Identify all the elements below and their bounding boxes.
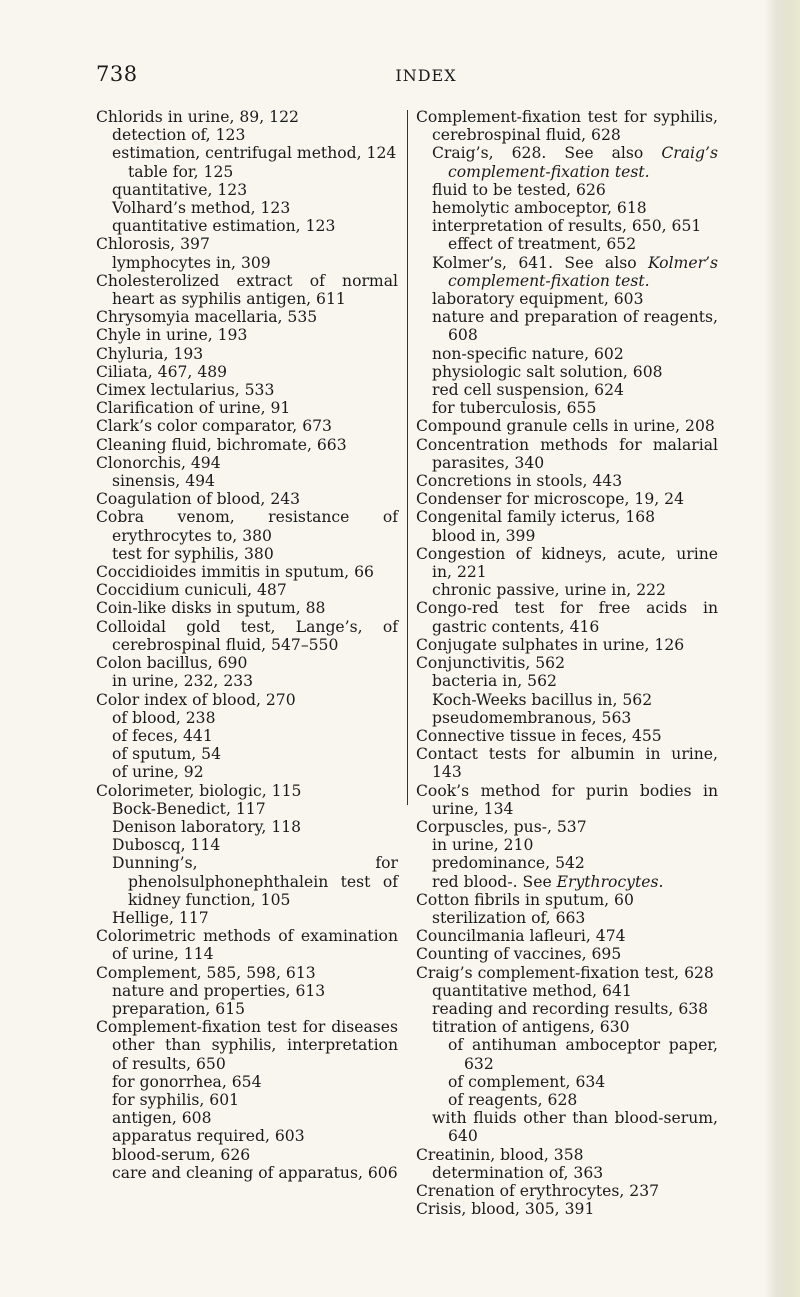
index-entry-text: Dunning’s, for phenolsulphonephthalein test of kidney function, 105 (112, 854, 398, 909)
index-entry-text: Coin-like disks in sputum, 88 (96, 599, 326, 618)
index-entry (416, 964, 718, 982)
index-entry-text: physiologic salt solution, 608 (432, 362, 663, 381)
index-entry (416, 727, 718, 745)
index-entry-text: Concentration methods for malarial parasites, 340 (416, 435, 718, 472)
index-entry (416, 654, 718, 672)
index-subentry (96, 1127, 398, 1145)
index-subentry (96, 909, 398, 927)
index-entry-text: Compound granule cells in urine, 208 (416, 417, 715, 436)
index-subentry (416, 381, 718, 399)
index-entry (416, 945, 718, 963)
index-entry-text: Counting of vaccines, 695 (416, 945, 622, 964)
index-subentry (96, 727, 398, 745)
cross-reference: Erythrocytes. (556, 872, 664, 891)
index-subentry (416, 581, 718, 599)
index-subentry (96, 1109, 398, 1127)
page-edge-shadow (764, 0, 800, 1297)
index-subentry (416, 399, 718, 417)
index-entry-text: chronic passive, urine in, 222 (432, 581, 666, 600)
index-entry-text: nature and preparation of reagents, 608 (432, 308, 718, 345)
index-entry (416, 891, 718, 909)
index-entry-text: Congestion of kidneys, acute, urine in, 221 (416, 544, 718, 582)
index-entry-text: titration of antigens, 630 (432, 1018, 630, 1037)
index-entry (96, 363, 398, 381)
index-entry-text: Congo-red test for free acids in gastric contents, 416 (416, 599, 718, 636)
index-entry-text: Chlorids in urine, 89, 122 (96, 108, 299, 126)
index-column-right (416, 108, 718, 1218)
index-subentry (416, 199, 718, 217)
index-entry-text: Bock-Benedict, 117 (112, 799, 266, 818)
index-entry-text: Clark’s color comparator, 673 (96, 417, 332, 436)
index-entry-text: in urine, 210 (432, 836, 534, 855)
index-subentry (416, 363, 718, 381)
index-subentry (416, 672, 718, 690)
index-entry-text: Volhard’s method, 123 (112, 199, 291, 218)
index-entry-text: quantitative, 123 (112, 180, 248, 199)
index-entry-text: blood-serum, 626 (112, 1145, 251, 1164)
index-entry-text: interpretation of results, 650, 651 (432, 217, 702, 236)
index-entry-text: of reagents, 628 (448, 1090, 578, 1109)
index-subentry (416, 982, 718, 1000)
index-subentry (416, 144, 718, 180)
index-entry-text: preparation, 615 (112, 999, 246, 1018)
index-entry-text: fluid to be tested, 626 (432, 180, 606, 199)
index-entry-text: Complement-fixation test for diseases other than syphilis, interpretation of results, 650 (96, 1018, 398, 1073)
index-entry-text: apparatus required, 603 (112, 1127, 305, 1146)
index-entry (96, 345, 398, 363)
index-subentry (96, 745, 398, 763)
index-entry-text: Clonorchis, 494 (96, 453, 221, 472)
index-subentry (96, 545, 398, 563)
index-entry-text: Kolmer’s, 641. See also (432, 253, 648, 272)
index-entry (96, 235, 398, 253)
index-entry (416, 636, 718, 654)
index-entry-text: Crisis, blood, 305, 391 (416, 1200, 595, 1219)
index-entry-text: lymphocytes in, 309 (112, 253, 271, 272)
index-entry-text: for gonorrhea, 654 (112, 1072, 262, 1091)
index-subentry (416, 1091, 718, 1109)
index-entry (416, 417, 718, 435)
index-subentry (96, 800, 398, 818)
index-entry-text: sterilization of, 663 (432, 908, 586, 927)
index-entry-text: Cleaning fluid, bichromate, 663 (96, 435, 347, 454)
index-entry-text: Color index of blood, 270 (96, 690, 296, 709)
cross-reference: Kolmer’s complement-fixation test. (448, 253, 718, 290)
index-entry-text: Crenation of erythrocytes, 237 (416, 1181, 660, 1200)
index-entry-text: of sputum, 54 (112, 745, 221, 764)
index-subentry (96, 1164, 398, 1182)
index-entry (96, 508, 398, 544)
index-entry-text: predominance, 542 (432, 854, 585, 873)
index-entry (96, 1018, 398, 1073)
index-subentry (96, 672, 398, 690)
index-entry-text: Conjugate sulphates in urine, 126 (416, 635, 685, 654)
index-entry-text: Condenser for microscope, 19, 24 (416, 490, 685, 509)
index-entry-text: quantitative method, 641 (432, 981, 632, 1000)
index-entry-text: Congenital family icterus, 168 (416, 508, 656, 527)
index-entry-text: Craig’s complement-fixation test, 628 (416, 963, 714, 982)
index-entry (96, 454, 398, 472)
index-entry (416, 108, 718, 144)
index-entry-text: Councilmania lafleuri, 474 (416, 927, 626, 946)
index-entry-text: blood in, 399 (432, 526, 536, 545)
index-entry-text: Conjunctivitis, 562 (416, 654, 566, 673)
index-entry-text: determination of, 363 (432, 1163, 604, 1182)
index-entry-text: Cimex lectularius, 533 (96, 381, 275, 400)
index-subentry (96, 1091, 398, 1109)
index-entry (96, 782, 398, 800)
index-entry-text: sinensis, 494 (112, 472, 215, 491)
index-entry-text: hemolytic amboceptor, 618 (432, 199, 647, 218)
index-column-left (96, 108, 398, 1182)
index-subentry (96, 144, 398, 162)
index-entry (416, 782, 718, 818)
index-entry-text: Duboscq, 114 (112, 836, 221, 855)
index-entry-text: non-specific nature, 602 (432, 344, 624, 363)
index-entry (416, 599, 718, 635)
index-entry-text: Chlorosis, 397 (96, 235, 210, 254)
index-subentry (96, 163, 398, 181)
index-subentry (416, 873, 718, 891)
index-entry-text: red cell suspension, 624 (432, 381, 624, 400)
page-header (96, 62, 756, 92)
index-subentry (96, 854, 398, 909)
index-entry (96, 691, 398, 709)
index-subentry (416, 1164, 718, 1182)
page-number: 738 (96, 62, 138, 86)
index-entry (416, 1146, 718, 1164)
index-entry-text: Denison laboratory, 118 (112, 817, 302, 836)
index-entry-text: for syphilis, 601 (112, 1090, 240, 1109)
index-entry-text: Colon bacillus, 690 (96, 654, 248, 673)
index-entry-text: Colorimeter, biologic, 115 (96, 781, 302, 800)
column-divider (407, 110, 408, 805)
index-entry (96, 436, 398, 454)
index-entry-text: Colloidal gold test, Lange’s, of cerebrospinal fluid, 547–550 (96, 617, 398, 654)
index-entry-text: with fluids other than blood-serum, 640 (432, 1109, 718, 1146)
index-entry-text: effect of treatment, 652 (448, 235, 637, 254)
index-entry (416, 927, 718, 945)
index-subentry (416, 1109, 718, 1145)
index-subentry (96, 199, 398, 217)
index-entry-text: Colorimetric methods of examination of urine, 114 (96, 927, 398, 964)
index-subentry (416, 308, 718, 344)
index-subentry (416, 217, 718, 235)
index-entry (96, 417, 398, 435)
index-entry-text: pseudomembranous, 563 (432, 708, 632, 727)
index-entry-text: antigen, 608 (112, 1109, 212, 1128)
index-entry (416, 436, 718, 472)
index-entry-text: reading and recording results, 638 (432, 999, 709, 1018)
index-subentry (96, 1073, 398, 1091)
index-subentry (416, 254, 718, 290)
index-entry-text: of complement, 634 (448, 1072, 606, 1091)
index-entry-text: Cook’s method for purin bodies in urine, 134 (416, 781, 718, 818)
index-entry-text: of urine, 92 (112, 763, 204, 782)
index-entry (96, 581, 398, 599)
index-entry (416, 508, 718, 526)
index-entry (416, 472, 718, 490)
index-entry-text: Chrysomyia macellaria, 535 (96, 308, 318, 327)
index-entry (96, 399, 398, 417)
index-entry (96, 381, 398, 399)
index-entry-text: Complement, 585, 598, 613 (96, 963, 316, 982)
index-entry-text: in urine, 232, 233 (112, 672, 254, 691)
index-entry (96, 599, 398, 617)
index-entry-text: table for, 125 (128, 162, 234, 181)
index-entry (96, 326, 398, 344)
index-entry-text: quantitative estimation, 123 (112, 217, 336, 236)
index-subentry (416, 1073, 718, 1091)
index-subentry (96, 982, 398, 1000)
cross-reference: Craig’s complement-fixation test. (448, 144, 718, 181)
index-entry-text: Koch-Weeks bacillus in, 562 (432, 690, 653, 709)
index-subentry (96, 1146, 398, 1164)
index-subentry (96, 818, 398, 836)
index-entry (416, 490, 718, 508)
index-entry-text: Ciliata, 467, 489 (96, 362, 228, 381)
index-entry (96, 964, 398, 982)
index-subentry (96, 1000, 398, 1018)
index-entry (96, 272, 398, 308)
index-entry (416, 545, 718, 581)
index-entry-text: Coccidium cuniculi, 487 (96, 581, 287, 600)
index-entry-text: Concretions in stools, 443 (416, 472, 623, 491)
index-subentry (96, 217, 398, 235)
index-subentry (416, 854, 718, 872)
index-entry (96, 618, 398, 654)
index-entry-text: care and cleaning of apparatus, 606 (112, 1163, 398, 1182)
index-entry (416, 818, 718, 836)
index-subentry (96, 254, 398, 272)
index-subentry (96, 181, 398, 199)
index-entry-text: of blood, 238 (112, 708, 216, 727)
index-entry (96, 308, 398, 326)
index-entry-text: Contact tests for albumin in urine, 143 (416, 745, 718, 782)
index-entry-text: for tuberculosis, 655 (432, 399, 597, 418)
index-entry-text: detection of, 123 (112, 126, 246, 145)
index-entry-text: bacteria in, 562 (432, 672, 557, 691)
index-entry-text: Clarification of urine, 91 (96, 399, 291, 418)
index-entry (96, 927, 398, 963)
index-entry-text: Connective tissue in feces, 455 (416, 726, 662, 745)
index-subentry (416, 235, 718, 253)
index-entry-text: Chyle in urine, 193 (96, 326, 248, 345)
index-entry-text: Creatinin, blood, 358 (416, 1145, 584, 1164)
index-entry (96, 563, 398, 581)
index-subentry (416, 181, 718, 199)
index-entry-text: Chyluria, 193 (96, 344, 204, 363)
index-entry-text: of antihuman amboceptor paper, 632 (448, 1036, 718, 1073)
index-subentry (416, 345, 718, 363)
index-entry-text: nature and properties, 613 (112, 981, 326, 1000)
index-entry-text: of feces, 441 (112, 726, 213, 745)
index-subentry (96, 709, 398, 727)
index-entry-text: Corpuscles, pus-, 537 (416, 817, 587, 836)
index-entry-text: Coccidioides immitis in sputum, 66 (96, 563, 374, 582)
index-entry (96, 654, 398, 672)
index-entry-text: red blood-. See (432, 872, 557, 891)
index-subentry (96, 126, 398, 144)
index-entry (96, 490, 398, 508)
index-entry-text: Coagulation of blood, 243 (96, 490, 301, 509)
index-entry-text: laboratory equipment, 603 (432, 290, 644, 309)
index-subentry (416, 691, 718, 709)
index-entry (416, 1200, 718, 1218)
index-subentry (416, 1018, 718, 1036)
index-entry-text: Cholesterolized extract of normal heart as syphilis antigen, 611 (96, 271, 398, 309)
running-head: INDEX (395, 66, 457, 85)
index-entry (96, 108, 398, 126)
index-subentry (96, 836, 398, 854)
index-entry-text: Complement-fixation test for syphilis, cerebrospinal fluid, 628 (416, 108, 718, 145)
index-subentry (416, 909, 718, 927)
index-subentry (416, 1036, 718, 1072)
index-entry (416, 745, 718, 781)
index-subentry (416, 1000, 718, 1018)
index-entry-text: estimation, centrifugal method, 124 (112, 144, 397, 163)
index-subentry (416, 709, 718, 727)
index-subentry (416, 836, 718, 854)
index-subentry (96, 763, 398, 781)
index-entry-text: Cotton fibrils in sputum, 60 (416, 890, 634, 909)
index-subentry (416, 527, 718, 545)
index-subentry (416, 290, 718, 308)
index-subentry (96, 472, 398, 490)
index-entry-text: Hellige, 117 (112, 908, 209, 927)
index-entry-text: Craig’s, 628. See also (432, 144, 662, 163)
index-entry (416, 1182, 718, 1200)
index-entry-text: Cobra venom, resistance of erythrocytes to, 380 (96, 508, 398, 545)
index-entry-text: test for syphilis, 380 (112, 544, 274, 563)
